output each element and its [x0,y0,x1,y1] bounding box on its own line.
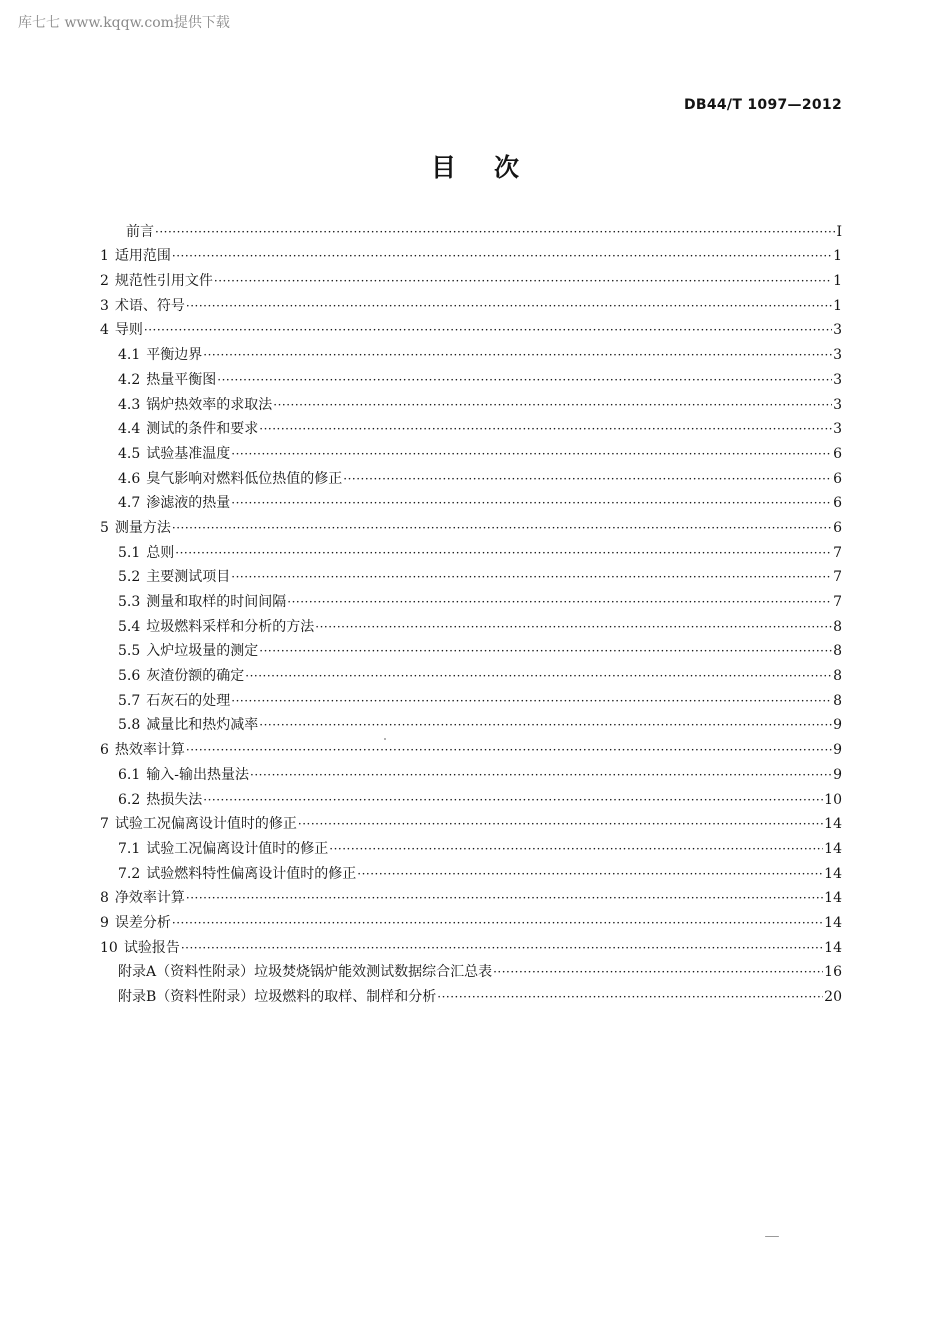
toc-dot-leader [259,420,832,438]
toc-entry-title: 总则 [146,544,175,561]
toc-dot-leader [172,247,832,265]
toc-dot-leader [186,297,832,315]
toc-entry-title: 输入-输出热量法 [146,766,249,783]
toc-dot-leader [231,494,832,512]
toc-entry-page: 6 [833,519,842,536]
toc-entry-title: 热损失法 [146,791,203,808]
toc-entry-number: 5.8 [118,717,141,734]
toc-entry-number: 10 [100,939,118,956]
toc-dot-leader [259,642,832,660]
toc-entry[interactable] [100,932,842,957]
toc-entry-page: 3 [833,396,842,413]
toc-entry[interactable] [100,512,842,537]
toc-dot-leader [155,223,835,241]
toc-entry-number: 4 [100,322,109,339]
toc-entry[interactable] [100,611,842,636]
toc-dot-leader [273,396,832,414]
toc-entry-number: 7 [100,816,109,833]
toc-entry[interactable] [100,636,842,661]
toc-dot-leader [231,568,832,586]
toc-entry-title: 减量比和热灼减率 [146,717,259,734]
toc-entry-number: 4.2 [118,371,141,388]
toc-entry-number: 6.1 [118,766,141,783]
toc-entry-title: 灰渣份额的确定 [146,668,245,685]
toc-entry-page: 6 [833,495,842,512]
toc-entry[interactable] [100,586,842,611]
toc-dot-leader [186,741,832,759]
toc-entry[interactable] [100,858,842,883]
toc-entry-title: 净效率计算 [114,890,185,907]
toc-entry[interactable] [100,660,842,685]
toc-entry[interactable] [100,883,842,908]
toc-entry-title: 入炉垃圾量的测定 [146,643,259,660]
toc-dot-leader [186,889,823,907]
toc-entry-number: 5.2 [118,569,141,586]
toc-entry-page: 3 [833,347,842,364]
toc-entry-title: 规范性引用文件 [114,273,213,290]
toc-entry-page: 6 [833,470,842,487]
toc-dot-leader [181,939,823,957]
toc-entry-number: 9 [100,914,109,931]
toc-entry-page: 3 [833,322,842,339]
toc-entry[interactable] [100,784,842,809]
toc-entry[interactable] [100,241,842,266]
toc-entry-page: 14 [824,865,842,882]
toc-dot-leader [357,865,823,883]
toc-entry-page: 3 [833,421,842,438]
toc-entry-page: 9 [833,766,842,783]
toc-entry-title: 臭气影响对燃料低位热值的修正 [146,470,343,487]
toc-entry[interactable] [100,216,842,241]
toc-entry-title: 石灰石的处理 [146,692,231,709]
toc-entry[interactable] [100,488,842,513]
toc-entry-title: 试验燃料特性偏离设计值时的修正 [146,865,357,882]
toc-entry-title: 测量和取样的时间间隔 [146,594,287,610]
toc-dot-leader [245,667,832,685]
toc-entry[interactable] [100,907,842,932]
toc-entry-page: 8 [833,668,842,685]
toc-entry-title: 测试的条件和要求 [146,421,259,438]
toc-entry-page: I [836,223,842,240]
toc-entry-number: 4.5 [118,445,141,462]
toc-dot-leader [172,519,832,537]
toc-entry[interactable] [100,315,842,340]
toc-entry-page: 14 [824,890,842,907]
toc-dot-leader [329,840,823,858]
toc-entry[interactable] [100,710,842,735]
toc-entry-page: 6 [833,445,842,462]
toc-entry[interactable] [100,734,842,759]
toc-entry-page: 1 [833,248,842,265]
toc-entry-title: 渗滤液的热量 [146,495,231,512]
toc-entry-number: 4.3 [118,396,141,413]
toc-entry-number: 4.7 [118,495,141,512]
toc-entry-title: 垃圾燃料采样和分析的方法 [146,618,315,635]
toc-entry[interactable] [100,957,842,982]
toc-entry-page: 14 [824,840,842,857]
toc-entry-title: 附录A（资料性附录）垃圾焚烧锅炉能效测试数据综合汇总表 [118,964,493,981]
toc-entry-page: 8 [833,692,842,709]
toc-dot-leader [343,470,832,488]
toc-entry[interactable] [100,414,842,439]
toc-dot-leader [231,692,832,710]
toc-entry[interactable] [100,339,842,364]
toc-entry-title: 锅炉热效率的求取法 [146,396,273,413]
toc-dot-leader [437,988,823,1006]
toc-entry-number: 3 [100,297,109,314]
toc-entry[interactable] [100,389,842,414]
toc-entry[interactable] [100,685,842,710]
toc-dot-leader [217,371,832,389]
toc-entry-number: 5.5 [118,643,141,660]
toc-entry-page: 14 [824,939,842,956]
toc-entry[interactable] [100,562,842,587]
toc-entry-title: 附录B（资料性附录）垃圾燃料的取样、制样和分析 [118,989,437,1005]
watermark-text: 库七七 www.kqqw.com提供下载 [18,15,230,31]
toc-entry[interactable] [100,759,842,784]
toc-entry-page: 14 [824,914,842,931]
standard-code: DB44/T 1097—2012 [683,97,842,113]
toc-entry-page: 9 [833,717,842,734]
toc-entry-title: 试验报告 [123,939,180,956]
toc-entry-number: 5.7 [118,692,141,709]
toc-entry-number: 5.6 [118,668,141,685]
toc-entry-title: 导则 [114,322,143,339]
toc-dot-leader [144,321,832,339]
toc-entry-page: 7 [833,594,842,610]
toc-entry[interactable] [100,537,842,562]
toc-entry-number: 5 [100,519,109,536]
toc-entry-page: 8 [833,643,842,660]
toc-entry-title: 平衡边界 [146,347,203,364]
toc-entry[interactable] [100,463,842,488]
toc-entry-number: 4.1 [118,347,141,364]
toc-entry[interactable] [100,981,842,1006]
toc-entry[interactable] [100,364,842,389]
toc-entry-page: 1 [833,273,842,290]
toc-dot-leader [315,618,832,636]
toc-entry-title: 适用范围 [114,248,171,265]
toc-dot-leader [287,593,832,611]
toc-entry-number: 6.2 [118,791,141,808]
scan-speck [765,1236,779,1237]
toc-dot-leader [203,791,823,809]
toc-dot-leader [214,272,832,290]
toc-entry-title: 前言 [126,223,154,240]
toc-entry-number: 5.4 [118,618,141,635]
toc-entry-number: 7.2 [118,865,141,882]
toc-entry-page: 14 [824,816,842,833]
toc-entry[interactable] [100,438,842,463]
toc-entry-title: 热效率计算 [114,742,185,759]
toc-entry[interactable] [100,833,842,858]
toc-dot-leader [175,544,832,562]
toc-entry-page: 7 [833,569,842,586]
toc-entry-title: 试验工况偏离设计值时的修正 [146,840,329,857]
toc-dot-leader [203,346,832,364]
toc-entry-title: 热量平衡图 [146,371,217,388]
toc-entry-page: 3 [833,371,842,388]
toc-dot-leader [172,914,823,932]
toc-entry-number: 7.1 [118,840,141,857]
toc-entry-number: 2 [100,273,109,290]
toc-entry-page: 8 [833,618,842,635]
toc-entry-number: 5.3 [118,594,141,610]
toc-entry-page: 9 [833,742,842,759]
toc-entry-number: 5.1 [118,544,141,561]
toc-dot-leader [493,963,823,981]
toc-entry-page: 10 [824,791,842,808]
toc-entry[interactable] [100,290,842,315]
toc-entry[interactable] [100,809,842,834]
toc-entry-number: 4.4 [118,421,141,438]
page-title: 目次 [430,153,557,182]
toc-entry-number: 8 [100,890,109,907]
toc-entry-title: 试验工况偏离设计值时的修正 [114,816,297,833]
toc-entry-title: 误差分析 [114,914,171,931]
toc-dot-leader [250,766,832,784]
toc-dot-leader [259,716,832,734]
toc-entry-title: 术语、符号 [114,297,185,314]
toc-entry-number: 1 [100,248,109,265]
toc-entry-title: 试验基准温度 [146,445,231,462]
table-of-contents [100,216,842,1006]
scan-speck [384,738,386,740]
toc-entry-page: 1 [833,297,842,314]
toc-entry-number: 4.6 [118,470,141,487]
toc-dot-leader [231,445,832,463]
toc-entry-title: 测量方法 [114,519,171,536]
toc-entry[interactable] [100,265,842,290]
toc-entry-title: 主要测试项目 [146,569,231,586]
toc-entry-page: 16 [824,964,842,981]
toc-entry-page: 20 [824,989,842,1005]
toc-entry-page: 7 [833,544,842,561]
toc-entry-number: 6 [100,742,109,759]
toc-dot-leader [298,815,823,833]
